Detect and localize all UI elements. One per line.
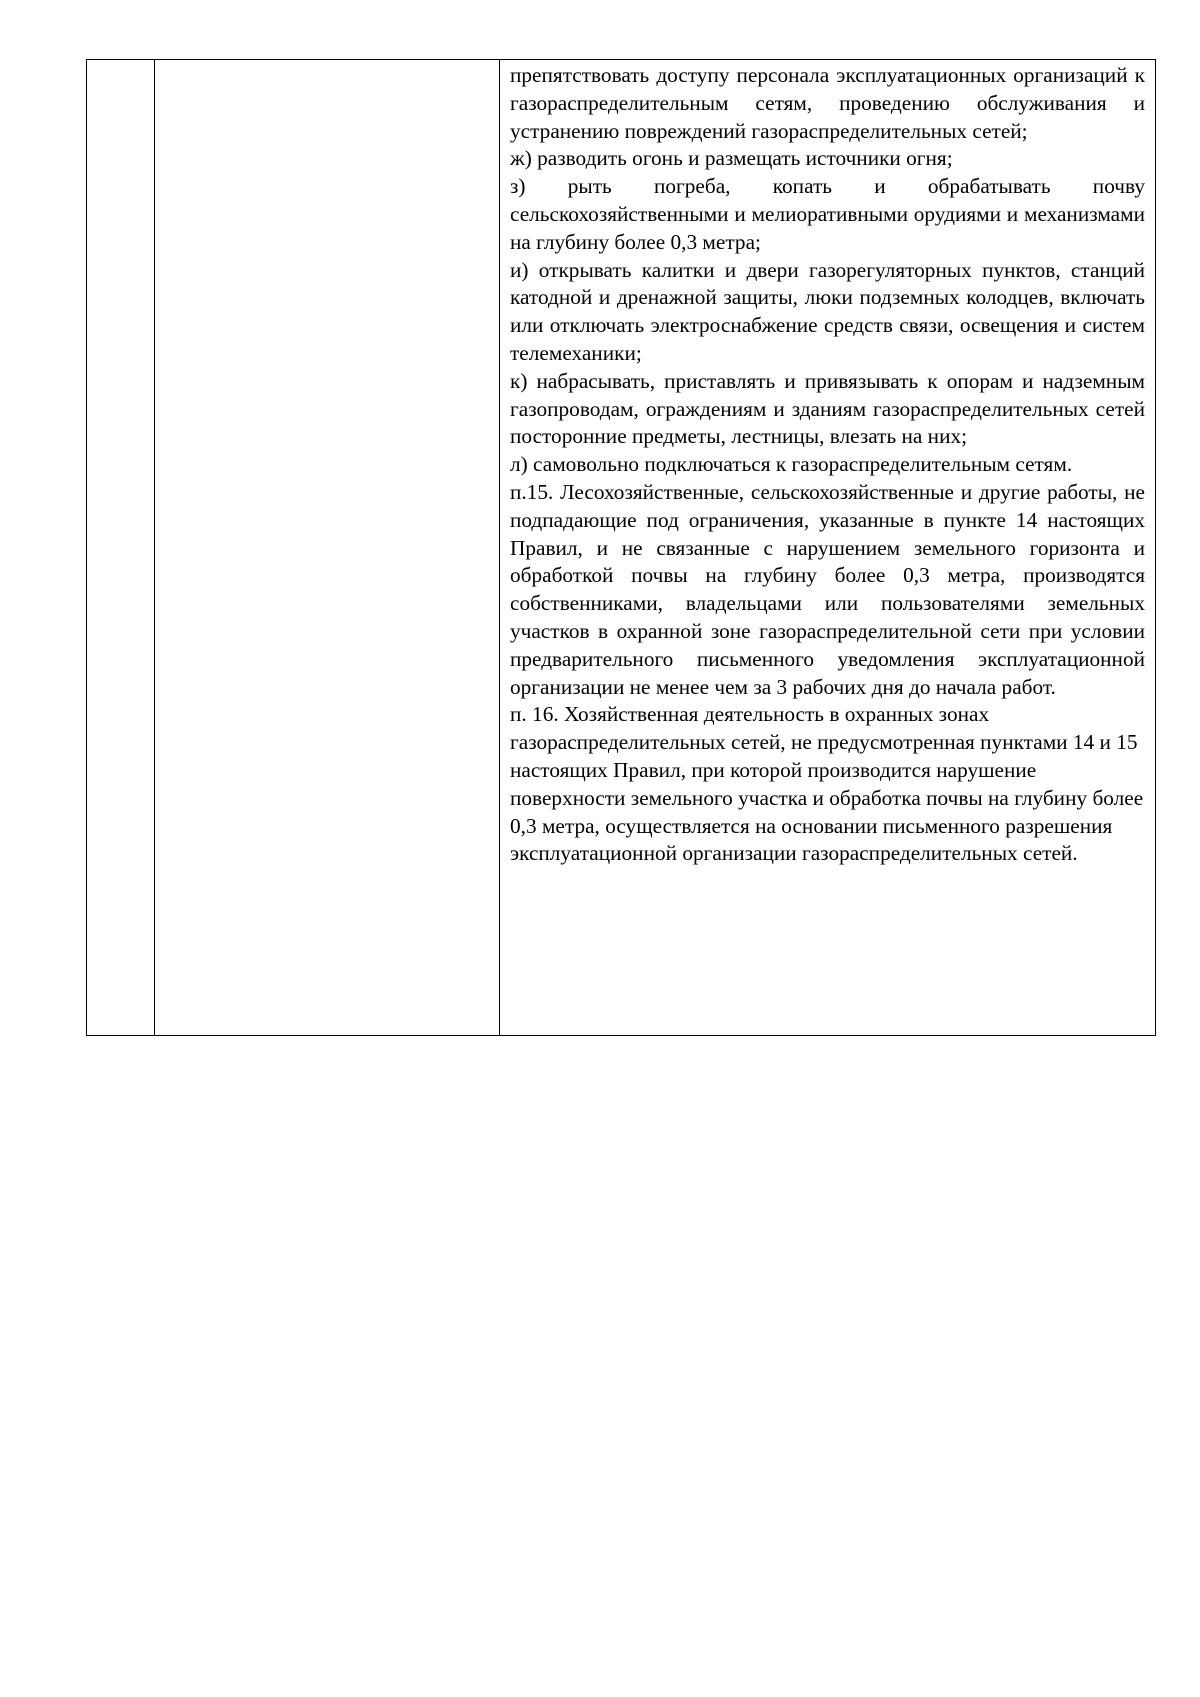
table-row: [87, 60, 1156, 1036]
table-cell-subject: [155, 60, 500, 1036]
cell-text-block: [500, 60, 1155, 868]
table-cell-number: [87, 60, 155, 1036]
paragraph-item-k: к) набрасывать, приставлять и привязывать к опорам и надземным газопроводам, ограждениям и зданиям газораспределительных сетей посторонние предметы, лестницы, влезать на них;: [510, 368, 1145, 449]
paragraph-continuation: препятствовать доступу персонала эксплуатационных организаций к газораспределительным сетям, проведению обслуживания и устранению повреждений газораспределительных сетей;: [510, 63, 1145, 143]
table-cell-content: [500, 60, 1156, 1036]
paragraph-item-zh: ж) разводить огонь и размещать источники огня;: [510, 146, 953, 171]
paragraph-item-i: и) открывать калитки и двери газорегуляторных пунктов, станций катодной и дренажной защиты, люки подземных колодцев, включать или отключать электроснабжение средств связи, освещения и систем телемеханики;: [510, 257, 1145, 365]
paragraph-item-z: з) рыть погреба, копать и обрабатывать почву сельскохозяйственными и мелиоративными орудиями и механизмами на глубину более 0,3 метра;: [510, 174, 1145, 254]
paragraph-clause-15: п.15. Лесохозяйственные, сельскохозяйственные и другие работы, не подпадающие под ограничения, указанные в пункте 14 настоящих Правил, и не связанные с нарушением земельного горизонта и обработкой почвы на глубину более 0,3 метра, производятся собственниками, владельцами или пользователями земельных участков в охранной зоне газораспределительной сети при условии предварительного письменного уведомления эксплуатационной организации не менее чем за 3 рабочих дня до начала работ.: [510, 479, 1145, 699]
paragraph-item-l: л) самовольно подключаться к газораспределительным сетям.: [510, 452, 1073, 477]
document-table: [86, 59, 1156, 1036]
paragraph-clause-16: п. 16. Хозяйственная деятельность в охранных зонах газораспределительных сетей, не предусмотренная пунктами 14 и 15 настоящих Правил, при которой производится нарушение поверхности земельного участка и обработка почвы на глубину более 0,3 метра, осуществляется на основании письменного разрешения эксплуатационной организации газораспределительных сетей.: [510, 702, 1144, 866]
